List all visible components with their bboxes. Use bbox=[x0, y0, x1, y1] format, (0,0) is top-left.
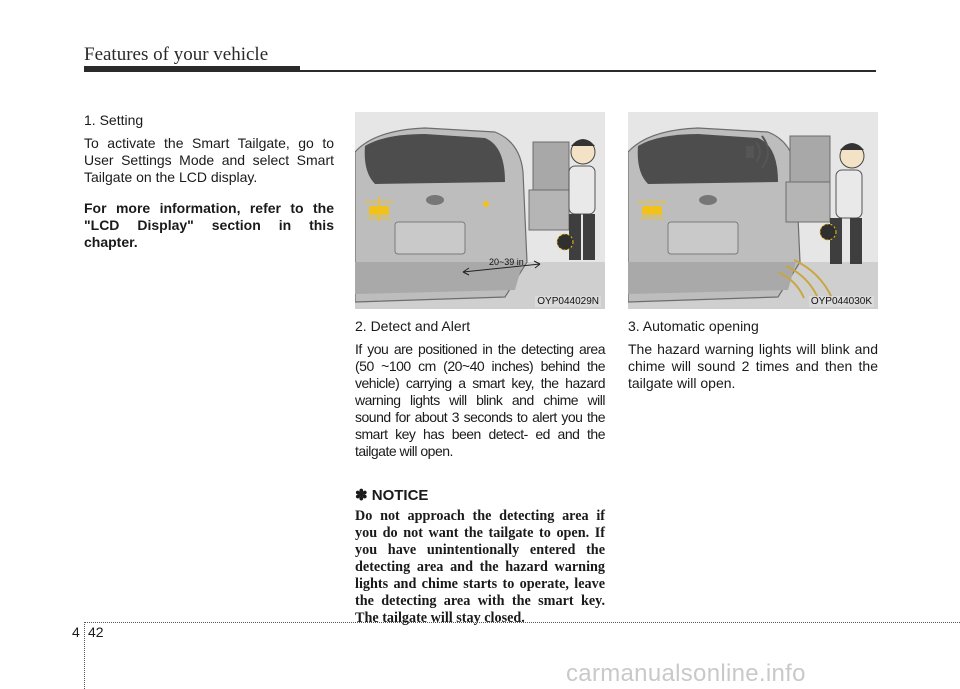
step1-heading: 1. Setting bbox=[84, 112, 144, 128]
step2-heading: 2. Detect and Alert bbox=[355, 318, 471, 334]
chapter-number: 4 bbox=[72, 624, 80, 640]
figure-code: OYP044030K bbox=[810, 296, 872, 307]
figure-automatic-opening bbox=[628, 112, 878, 309]
column-automatic-opening bbox=[628, 112, 878, 406]
distance-label: 20~39 in bbox=[489, 257, 524, 267]
step1-bold-note: For more information, refer to the "LCD Display" section in this chapter. bbox=[84, 200, 334, 250]
header-rule-thick bbox=[84, 66, 300, 72]
car-rear-opening-illustration bbox=[628, 112, 878, 309]
column-setting bbox=[84, 112, 334, 251]
page-number: 42 bbox=[88, 624, 104, 640]
step3-heading: 3. Automatic opening bbox=[628, 318, 759, 334]
footer-rule bbox=[84, 622, 960, 623]
notice-heading: ✽ NOTICE bbox=[355, 487, 429, 504]
step3-text: The hazard warning lights will blink and chime will sound 2 times and then the tailgate will open. bbox=[628, 341, 878, 391]
column-detect-alert bbox=[355, 112, 605, 627]
watermark-text: carmanualsonline.info bbox=[566, 660, 806, 687]
car-rear-illustration bbox=[355, 112, 605, 309]
header-rule-thin bbox=[300, 70, 876, 72]
page-header-title: Features of your vehicle bbox=[84, 44, 269, 65]
step1-text: To activate the Smart Tailgate, go to User Settings Mode and select Smart Tailgate on the LCD display. bbox=[84, 135, 334, 185]
footer-divider bbox=[84, 622, 85, 689]
notice-text: Do not approach the detecting area if you do not want the tailgate to open. If you have unintentionally entered the detecting area and the hazard warning lights and chime starts to operate, leave the detecting area with the smart key. The tailgate will stay closed. bbox=[355, 508, 605, 626]
step2-text: If you are positioned in the detecting area (50 ~100 cm (20~40 inches) behind the vehicle) carrying a smart key, the hazard warning lights will blink and chime will sound for about 3 seconds to alert you the smart key has been detect- ed and the tailgate will open. bbox=[355, 341, 605, 459]
figure-detect-alert bbox=[355, 112, 605, 309]
figure-code: OYP044029N bbox=[537, 296, 599, 307]
